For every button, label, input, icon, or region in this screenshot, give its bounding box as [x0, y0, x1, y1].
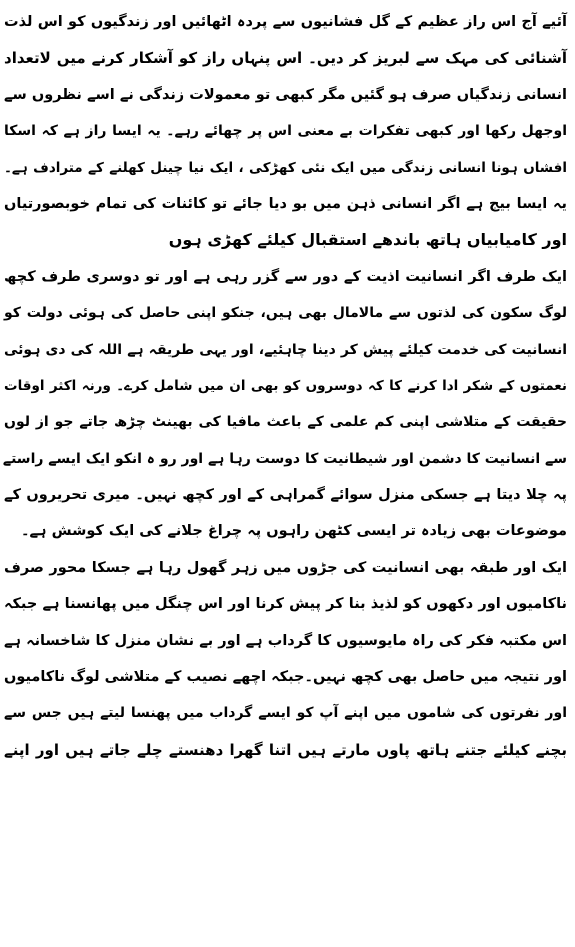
text-line: افشاں ہونا انسانی زندگی میں ایک نئی کھڑکی ، ایک نیا چینل کھلنے کے مترادف ہے۔: [4, 159, 567, 176]
text-line: اور نفرتوں کی شاموں میں اپنے آپ کو ایسے گرداب میں پھنسا لیتے ہیں جس سے: [4, 705, 567, 722]
text-line: سے انسانیت کا دشمن اور شیطانیت کا دوست رہا ہے اور رو ہ انکو ایک ایسے راستے: [2, 450, 567, 467]
text-line: ایک اور طبقہ بھی انسانیت کی جڑوں میں زہر گھول رہا ہے جسکا محور صرف: [4, 559, 567, 576]
text-line: اور کامیابیاں ہاتھ باندھے استقبال کیلئے کھڑی ہوں: [168, 230, 567, 250]
text-line: اوجھل رکھا اور کبھی تفکرات بے معنی اس پر چھائے رہے۔ یہ ایسا راز ہے کہ اسکا: [4, 123, 567, 140]
text-line: آئیے آج اس راز عظیم کے گل فشانیوں سے پردہ اٹھائیں اور زندگیوں کو اس لذت: [4, 14, 567, 30]
text-line: ایک طرف اگر انسانیت اذیت کے دور سے گزر رہی ہے اور تو دوسری طرف کچھ: [4, 268, 567, 285]
paragraph-2: [4, 259, 567, 550]
text-line: انسانیت کی خدمت کیلئے پیش کر دینا چاہئیے، اور یہی طریقہ ہے اللہ کی دی ہوئی: [4, 341, 567, 358]
text-line: ناکامیوں اور دکھوں کو لذیذ بنا کر پیش کرنا اور اس چنگل میں پھانسنا ہے جبکہ: [4, 596, 567, 613]
paragraph-3: [4, 550, 567, 768]
text-line: نعمتوں کے شکر ادا کرنے کا کہ دوسروں کو بھی ان میں شامل کرے۔ ورنہ اکثر اوقات: [4, 377, 567, 394]
text-line: آشنائی کی مہک سے لبریز کر دیں۔ اس پنہاں راز کو آشکار کرنے میں لاتعداد: [4, 49, 567, 68]
text-line: یہ ایسا بیج ہے اگر انسانی ذہن میں بو دیا جائے تو کائنات کی تمام خوبصورتیاں: [4, 195, 567, 212]
text-line: انسانی زندگیاں صرف ہو گئیں مگر کبھی تو معمولات زندگی نے اسے نظروں سے: [4, 86, 567, 103]
text-line: پہ چلا دیتا ہے جسکی منزل سوائے گمراہی کے اور کچھ نہیں۔ میری تحریروں کے: [4, 487, 567, 504]
text-line: اور نتیجہ میں حاصل بھی کچھ نہیں۔جبکہ اچھے نصیب کے متلاشی لوگ ناکامیوں: [4, 669, 567, 686]
text-line: لوگ سکون کی لذتوں سے مالامال بھی ہیں، جنکو اپنی حاصل کی ہوئی دولت کو: [4, 305, 567, 322]
paragraph-1: [4, 4, 567, 259]
article-body: [4, 4, 567, 768]
text-line: بچنے کیلئے جتنے ہاتھ پاوں مارتے ہیں اتنا گھرا دھنستے چلے جاتے ہیں اور اپنے: [4, 740, 567, 759]
text-line: موضوعات بھی زیادہ تر ایسی کٹھن راہوں پہ چراغ جلانے کی ایک کوشش ہے۔: [21, 523, 567, 540]
text-line: حقیقت کے متلاشی اپنی کم علمی کے باعث مافیا کی بھینٹ چڑھ جاتے جو از لوں: [4, 414, 567, 431]
text-line: اس مکتبہ فکر کی راہ مایوسیوں کا گرداب ہے اور بے نشان منزل کا شاخسانہ ہے: [4, 632, 567, 649]
